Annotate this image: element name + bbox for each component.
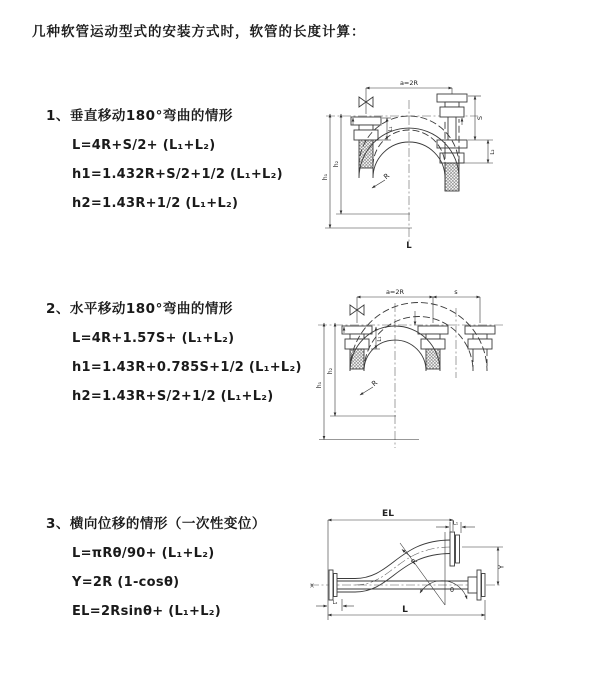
radius-callout: [372, 172, 391, 188]
hose-displaced: [355, 540, 451, 592]
formula-y: Y=2R (1-cosθ): [72, 575, 180, 590]
svg-text:L₁: L₁: [388, 126, 394, 132]
svg-text:L₂: L₂: [332, 600, 338, 606]
dimension-s: [433, 288, 480, 297]
svg-text:h₁: h₁: [322, 173, 329, 181]
flange-upper: [450, 532, 460, 566]
svg-text:L₁: L₁: [377, 336, 383, 342]
section-2-heading: 2、水平移动180°弯曲的情形: [46, 301, 233, 317]
section-horizontal-movement: [46, 297, 316, 404]
svg-text:h₂: h₂: [327, 367, 334, 375]
formula-h1: h1=1.432R+S/2+1/2 (L₁+L₂): [72, 167, 283, 182]
svg-text:L: L: [402, 605, 408, 615]
svg-text:R: R: [409, 557, 420, 567]
axis-mark: X: [310, 583, 314, 590]
dimension-a2r: [357, 288, 433, 297]
section-vertical-movement: [46, 104, 316, 211]
radius-callout: [360, 379, 379, 395]
section-1-heading: 1、垂直移动180°弯曲的情形: [46, 108, 233, 124]
flange-fitting-left: [351, 117, 381, 168]
dimension-l2: [316, 599, 354, 611]
svg-text:h₁: h₁: [316, 381, 323, 389]
svg-text:θ: θ: [450, 586, 454, 594]
formula-h1: h1=1.43R+0.785S+1/2 (L₁+L₂): [72, 360, 302, 375]
flange-fitting-right-upper: [437, 94, 467, 140]
diagram-horizontal-movement: [310, 283, 595, 463]
length-label: L: [406, 241, 412, 251]
diagram-vertical-movement: [312, 72, 594, 257]
svg-text:S: S: [476, 115, 484, 121]
formula-length: L=πRθ/90+ (L₁+L₂): [72, 546, 215, 561]
flange-fitting-right-lower: [437, 140, 467, 191]
formula-length: L=4R+1.57S+ (L₁+L₂): [72, 331, 235, 346]
formula-length: L=4R+S/2+ (L₁+L₂): [72, 138, 216, 153]
section-3-heading: 3、横向位移的情形（一次性变位）: [46, 516, 266, 532]
svg-text:a=2R: a=2R: [385, 288, 405, 296]
svg-text:R: R: [370, 378, 380, 389]
svg-text:s: s: [454, 288, 458, 296]
dimension-l: [328, 600, 485, 620]
svg-text:L₂: L₂: [490, 149, 496, 155]
diagram-lateral-displacement: [300, 503, 600, 648]
formula-h2: h2=1.43R+S/2+1/2 (L₁+L₂): [72, 389, 274, 404]
svg-text:R: R: [382, 171, 392, 182]
svg-text:a=2R: a=2R: [399, 79, 419, 87]
svg-text:EL: EL: [382, 509, 394, 519]
dimension-l1: [436, 521, 475, 534]
dimension-s: [468, 96, 493, 140]
page-title: 几种软管运动型式的安装方式时，软管的长度计算：: [32, 24, 366, 40]
formula-h2: h2=1.43R+1/2 (L₁+L₂): [72, 196, 239, 211]
formula-el: EL=2Rsinθ+ (L₁+L₂): [72, 604, 222, 619]
section-lateral-displacement: [46, 512, 316, 619]
svg-text:h₂: h₂: [333, 160, 340, 168]
hose-position-b: [350, 303, 487, 372]
svg-text:L₁: L₁: [452, 520, 459, 527]
svg-text:Y: Y: [497, 564, 506, 570]
